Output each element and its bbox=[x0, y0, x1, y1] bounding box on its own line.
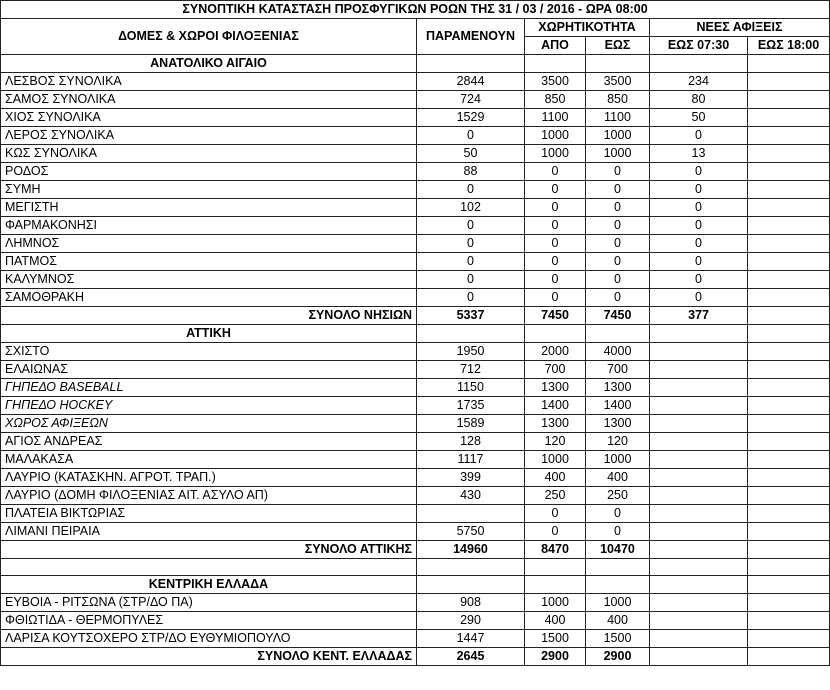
capacity-to-value: 3500 bbox=[586, 73, 650, 91]
remaining-value: 128 bbox=[417, 433, 525, 451]
empty-cell bbox=[650, 379, 748, 397]
table-row bbox=[1, 163, 830, 181]
table-row bbox=[1, 289, 830, 307]
table-row bbox=[1, 199, 830, 217]
facility-name: ΓΗΠΕΔΟ HOCKEY bbox=[1, 397, 417, 415]
empty-cell bbox=[748, 451, 830, 469]
capacity-from-value: 2000 bbox=[525, 343, 586, 361]
arrivals-0730-value: 0 bbox=[650, 127, 748, 145]
table-row bbox=[1, 253, 830, 271]
empty-cell bbox=[748, 415, 830, 433]
arrivals-1800-value bbox=[748, 271, 830, 289]
capacity-to-value: 700 bbox=[586, 361, 650, 379]
capacity-from-value: 1300 bbox=[525, 379, 586, 397]
capacity-from-value: 400 bbox=[525, 469, 586, 487]
remaining-value: 0 bbox=[417, 289, 525, 307]
section-title-attica: ΑΤΤΙΚΗ bbox=[1, 325, 417, 343]
capacity-to-value: 0 bbox=[586, 523, 650, 541]
capacity-from-value: 0 bbox=[525, 505, 586, 523]
remaining-value: 0 bbox=[417, 127, 525, 145]
header-arrivals-0730: ΕΩΣ 07:30 bbox=[650, 37, 748, 55]
remaining-value: 290 bbox=[417, 612, 525, 630]
table-row bbox=[1, 181, 830, 199]
facility-name: ΧΙΟΣ ΣΥΝΟΛΙΚΑ bbox=[1, 109, 417, 127]
capacity-from-value: 850 bbox=[525, 91, 586, 109]
table-row bbox=[1, 469, 830, 487]
capacity-to-value: 1000 bbox=[586, 145, 650, 163]
arrivals-1800-value bbox=[748, 73, 830, 91]
empty-cell bbox=[650, 343, 748, 361]
header-row-1 bbox=[1, 19, 830, 37]
facility-name: ΠΑΤΜΟΣ bbox=[1, 253, 417, 271]
arrivals-1800-value bbox=[748, 253, 830, 271]
empty-cell bbox=[748, 612, 830, 630]
section-row-central bbox=[1, 576, 830, 594]
total-to-aegean: 7450 bbox=[586, 307, 650, 325]
facility-name: ΛΑΥΡΙΟ (ΚΑΤΑΣΚΗΝ. ΑΓΡΟΤ. ΤΡΑΠ.) bbox=[1, 469, 417, 487]
remaining-value: 1589 bbox=[417, 415, 525, 433]
remaining-value: 0 bbox=[417, 235, 525, 253]
arrivals-1800-value bbox=[748, 289, 830, 307]
capacity-from-value: 700 bbox=[525, 361, 586, 379]
facility-name: ΛΗΜΝΟΣ bbox=[1, 235, 417, 253]
total-a1800-aegean bbox=[748, 307, 830, 325]
capacity-from-value: 0 bbox=[525, 289, 586, 307]
table-row bbox=[1, 343, 830, 361]
facility-name: ΜΕΓΙΣΤΗ bbox=[1, 199, 417, 217]
header-capacity-to: ΕΩΣ bbox=[586, 37, 650, 55]
arrivals-1800-value bbox=[748, 217, 830, 235]
empty-cell bbox=[748, 487, 830, 505]
header-remaining: ΠΑΡΑΜΕΝΟΥΝ bbox=[417, 19, 525, 55]
facility-name: ΧΩΡΟΣ ΑΦΙΞΕΩΝ bbox=[1, 415, 417, 433]
capacity-to-value: 0 bbox=[586, 253, 650, 271]
empty-cell bbox=[650, 469, 748, 487]
facility-name: ΛΑΥΡΙΟ (ΔΟΜΗ ΦΙΛΟΞΕΝΙΑΣ ΑΙΤ. ΑΣΥΛΟ ΑΠ) bbox=[1, 487, 417, 505]
total-to-central: 2900 bbox=[586, 648, 650, 666]
arrivals-0730-value: 0 bbox=[650, 199, 748, 217]
capacity-to-value: 1400 bbox=[586, 397, 650, 415]
facility-name: ΠΛΑΤΕΙΑ ΒΙΚΤΩΡΙΑΣ bbox=[1, 505, 417, 523]
remaining-value: 5750 bbox=[417, 523, 525, 541]
capacity-to-value: 0 bbox=[586, 289, 650, 307]
capacity-to-value: 1100 bbox=[586, 109, 650, 127]
remaining-value: 50 bbox=[417, 145, 525, 163]
table-row bbox=[1, 145, 830, 163]
arrivals-1800-value bbox=[748, 235, 830, 253]
section-row-attica bbox=[1, 325, 830, 343]
empty-cell bbox=[650, 594, 748, 612]
total-label-attica: ΣΥΝΟΛΟ ΑΤΤΙΚΗΣ bbox=[1, 541, 417, 559]
remaining-value: 1447 bbox=[417, 630, 525, 648]
total-from-attica: 8470 bbox=[525, 541, 586, 559]
capacity-to-value: 400 bbox=[586, 612, 650, 630]
capacity-to-value: 120 bbox=[586, 433, 650, 451]
table-row bbox=[1, 505, 830, 523]
total-from-aegean: 7450 bbox=[525, 307, 586, 325]
empty-cell bbox=[650, 397, 748, 415]
arrivals-1800-value bbox=[748, 199, 830, 217]
capacity-from-value: 0 bbox=[525, 181, 586, 199]
total-a0730-aegean: 377 bbox=[650, 307, 748, 325]
arrivals-0730-value: 0 bbox=[650, 253, 748, 271]
table-row bbox=[1, 433, 830, 451]
table-row bbox=[1, 217, 830, 235]
header-arrivals-1800: ΕΩΣ 18:00 bbox=[748, 37, 830, 55]
capacity-to-value: 1300 bbox=[586, 415, 650, 433]
arrivals-0730-value: 0 bbox=[650, 289, 748, 307]
empty-cell bbox=[650, 612, 748, 630]
empty-cell bbox=[650, 487, 748, 505]
facility-name: ΣΑΜΟΘΡΑΚΗ bbox=[1, 289, 417, 307]
capacity-from-value: 1000 bbox=[525, 145, 586, 163]
empty-cell bbox=[748, 523, 830, 541]
capacity-from-value: 250 bbox=[525, 487, 586, 505]
capacity-to-value: 1500 bbox=[586, 630, 650, 648]
arrivals-1800-value bbox=[748, 91, 830, 109]
capacity-to-value: 400 bbox=[586, 469, 650, 487]
capacity-from-value: 0 bbox=[525, 217, 586, 235]
remaining-value: 0 bbox=[417, 181, 525, 199]
capacity-from-value: 1000 bbox=[525, 594, 586, 612]
total-to-attica: 10470 bbox=[586, 541, 650, 559]
capacity-to-value: 250 bbox=[586, 487, 650, 505]
total-row-attica bbox=[1, 541, 830, 559]
table-row bbox=[1, 127, 830, 145]
empty-cell bbox=[650, 433, 748, 451]
table-row bbox=[1, 612, 830, 630]
empty-cell bbox=[748, 361, 830, 379]
facility-name: ΛΕΣΒΟΣ ΣΥΝΟΛΙΚΑ bbox=[1, 73, 417, 91]
total-label-central: ΣΥΝΟΛΟ ΚΕΝΤ. ΕΛΛΑΔΑΣ bbox=[1, 648, 417, 666]
capacity-from-value: 1400 bbox=[525, 397, 586, 415]
remaining-value: 88 bbox=[417, 163, 525, 181]
total-label-aegean: ΣΥΝΟΛΟ ΝΗΣΙΩΝ bbox=[1, 307, 417, 325]
capacity-from-value: 120 bbox=[525, 433, 586, 451]
table-row bbox=[1, 73, 830, 91]
arrivals-0730-value: 50 bbox=[650, 109, 748, 127]
table-row bbox=[1, 379, 830, 397]
capacity-to-value: 1000 bbox=[586, 127, 650, 145]
title-row bbox=[1, 1, 830, 19]
table-row bbox=[1, 487, 830, 505]
total-remain-central: 2645 bbox=[417, 648, 525, 666]
capacity-from-value: 0 bbox=[525, 253, 586, 271]
arrivals-0730-value: 0 bbox=[650, 163, 748, 181]
facility-name: ΡΟΔΟΣ bbox=[1, 163, 417, 181]
facility-name: ΕΛΑΙΩΝΑΣ bbox=[1, 361, 417, 379]
arrivals-1800-value bbox=[748, 109, 830, 127]
capacity-to-value: 0 bbox=[586, 199, 650, 217]
arrivals-0730-value: 234 bbox=[650, 73, 748, 91]
header-facilities: ΔΟΜΕΣ & ΧΩΡΟΙ ΦΙΛΟΞΕΝΙΑΣ bbox=[1, 19, 417, 55]
capacity-from-value: 3500 bbox=[525, 73, 586, 91]
remaining-value: 2844 bbox=[417, 73, 525, 91]
capacity-from-value: 0 bbox=[525, 235, 586, 253]
remaining-value: 1950 bbox=[417, 343, 525, 361]
capacity-to-value: 0 bbox=[586, 235, 650, 253]
facility-name: ΜΑΛΑΚΑΣΑ bbox=[1, 451, 417, 469]
facility-name: ΦΘΙΩΤΙΔΑ - ΘΕΡΜΟΠΥΛΕΣ bbox=[1, 612, 417, 630]
empty-cell bbox=[748, 594, 830, 612]
capacity-from-value: 1000 bbox=[525, 127, 586, 145]
arrivals-0730-value: 0 bbox=[650, 181, 748, 199]
remaining-value: 1529 bbox=[417, 109, 525, 127]
capacity-from-value: 1100 bbox=[525, 109, 586, 127]
header-arrivals: ΝΕΕΣ ΑΦΙΞΕΙΣ bbox=[650, 19, 830, 37]
empty-cell bbox=[748, 379, 830, 397]
empty-cell bbox=[650, 361, 748, 379]
capacity-from-value: 1500 bbox=[525, 630, 586, 648]
capacity-to-value: 1000 bbox=[586, 594, 650, 612]
total-from-central: 2900 bbox=[525, 648, 586, 666]
empty-cell bbox=[748, 505, 830, 523]
capacity-to-value: 0 bbox=[586, 217, 650, 235]
remaining-value: 712 bbox=[417, 361, 525, 379]
total-row-central bbox=[1, 648, 830, 666]
remaining-value: 1117 bbox=[417, 451, 525, 469]
table-row bbox=[1, 451, 830, 469]
remaining-value: 724 bbox=[417, 91, 525, 109]
empty-cell bbox=[650, 505, 748, 523]
capacity-to-value: 0 bbox=[586, 163, 650, 181]
section-title-central: ΚΕΝΤΡΙΚΗ ΕΛΛΑΔΑ bbox=[1, 576, 417, 594]
facility-name: ΕΥΒΟΙΑ - ΡΙΤΣΩΝΑ (ΣΤΡ/ΔΟ ΠΑ) bbox=[1, 594, 417, 612]
empty-cell bbox=[748, 433, 830, 451]
facility-name: ΓΗΠΕΔΟ BASEBALL bbox=[1, 379, 417, 397]
remaining-value: 430 bbox=[417, 487, 525, 505]
remaining-value: 0 bbox=[417, 271, 525, 289]
table-row bbox=[1, 594, 830, 612]
empty-cell bbox=[748, 397, 830, 415]
capacity-to-value: 850 bbox=[586, 91, 650, 109]
section-row-aegean bbox=[1, 55, 830, 73]
arrivals-0730-value: 0 bbox=[650, 235, 748, 253]
facility-name: ΣΑΜΟΣ ΣΥΝΟΛΙΚΑ bbox=[1, 91, 417, 109]
empty-cell bbox=[748, 469, 830, 487]
arrivals-1800-value bbox=[748, 163, 830, 181]
section-title-aegean: ΑΝΑΤΟΛΙΚΟ ΑΙΓΑΙΟ bbox=[1, 55, 417, 73]
facility-name: ΚΑΛΥΜΝΟΣ bbox=[1, 271, 417, 289]
facility-name: ΛΙΜΑΝΙ ΠΕΙΡΑΙΑ bbox=[1, 523, 417, 541]
sheet-title: ΣΥΝΟΠΤΙΚΗ ΚΑΤΑΣΤΑΣΗ ΠΡΟΣΦΥΓΙΚΩΝ ΡΟΩΝ ΤΗΣ 31 / 03 / 2016 - ΩΡΑ 08:00 bbox=[1, 1, 830, 19]
facility-name: ΦΑΡΜΑΚΟΝΗΣΙ bbox=[1, 217, 417, 235]
central-rows bbox=[1, 594, 830, 648]
capacity-to-value: 0 bbox=[586, 181, 650, 199]
arrivals-0730-value: 0 bbox=[650, 271, 748, 289]
empty-cell bbox=[650, 415, 748, 433]
header-capacity-from: ΑΠΟ bbox=[525, 37, 586, 55]
remaining-value: 399 bbox=[417, 469, 525, 487]
capacity-from-value: 0 bbox=[525, 271, 586, 289]
arrivals-1800-value bbox=[748, 145, 830, 163]
total-remain-attica: 14960 bbox=[417, 541, 525, 559]
capacity-from-value: 1000 bbox=[525, 451, 586, 469]
empty-cell bbox=[650, 451, 748, 469]
capacity-to-value: 1300 bbox=[586, 379, 650, 397]
facility-name: ΣΥΜΗ bbox=[1, 181, 417, 199]
facility-name: ΛΕΡΟΣ ΣΥΝΟΛΙΚΑ bbox=[1, 127, 417, 145]
table-row bbox=[1, 361, 830, 379]
total-remain-aegean: 5337 bbox=[417, 307, 525, 325]
capacity-from-value: 1300 bbox=[525, 415, 586, 433]
arrivals-1800-value bbox=[748, 127, 830, 145]
arrivals-1800-value bbox=[748, 181, 830, 199]
empty-cell bbox=[748, 343, 830, 361]
table-row bbox=[1, 235, 830, 253]
capacity-to-value: 0 bbox=[586, 505, 650, 523]
table-row bbox=[1, 109, 830, 127]
remaining-value: 0 bbox=[417, 217, 525, 235]
facility-name: ΣΧΙΣΤΟ bbox=[1, 343, 417, 361]
capacity-from-value: 400 bbox=[525, 612, 586, 630]
table-row bbox=[1, 630, 830, 648]
total-row-aegean bbox=[1, 307, 830, 325]
header-capacity: ΧΩΡΗΤΙΚΟΤΗΤΑ bbox=[525, 19, 650, 37]
remaining-value: 908 bbox=[417, 594, 525, 612]
table-row bbox=[1, 397, 830, 415]
arrivals-0730-value: 13 bbox=[650, 145, 748, 163]
remaining-value: 1150 bbox=[417, 379, 525, 397]
empty-cell bbox=[650, 630, 748, 648]
empty-cell bbox=[650, 523, 748, 541]
spacer-row bbox=[1, 559, 830, 576]
attica-rows bbox=[1, 343, 830, 541]
capacity-to-value: 4000 bbox=[586, 343, 650, 361]
table-row bbox=[1, 271, 830, 289]
remaining-value: 102 bbox=[417, 199, 525, 217]
facility-name: ΑΓΙΟΣ ΑΝΔΡΕΑΣ bbox=[1, 433, 417, 451]
remaining-value: 1735 bbox=[417, 397, 525, 415]
empty-cell bbox=[748, 630, 830, 648]
facility-name: ΛΑΡΙΣΑ ΚΟΥΤΣΟΧΕΡΟ ΣΤΡ/ΔΟ ΕΥΘΥΜΙΟΠΟΥΛΟ bbox=[1, 630, 417, 648]
table-row bbox=[1, 91, 830, 109]
remaining-value: 0 bbox=[417, 253, 525, 271]
capacity-to-value: 1000 bbox=[586, 451, 650, 469]
facility-name: ΚΩΣ ΣΥΝΟΛΙΚΑ bbox=[1, 145, 417, 163]
table-row bbox=[1, 523, 830, 541]
table-row bbox=[1, 415, 830, 433]
capacity-from-value: 0 bbox=[525, 523, 586, 541]
arrivals-0730-value: 0 bbox=[650, 217, 748, 235]
capacity-from-value: 0 bbox=[525, 163, 586, 181]
arrivals-0730-value: 80 bbox=[650, 91, 748, 109]
remaining-value bbox=[417, 505, 525, 523]
capacity-to-value: 0 bbox=[586, 271, 650, 289]
capacity-from-value: 0 bbox=[525, 199, 586, 217]
